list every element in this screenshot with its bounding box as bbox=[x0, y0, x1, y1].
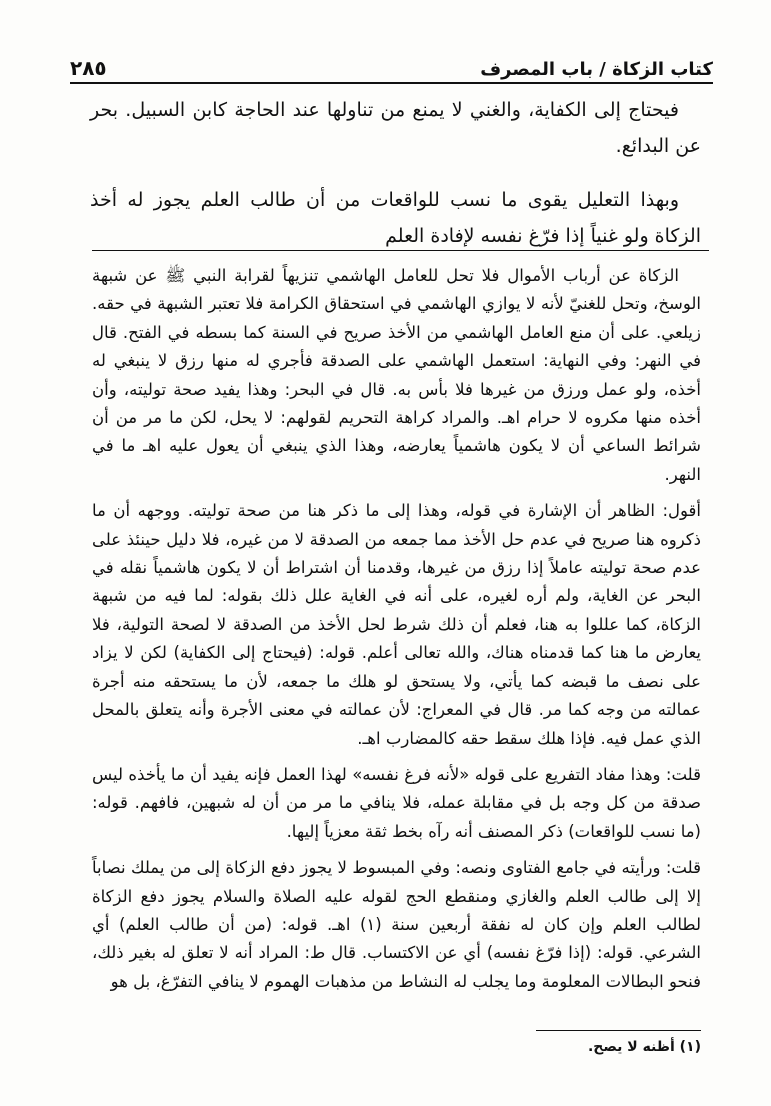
commentary-paragraph: قلت: وهذا مفاد التفريع على قوله «لأنه فرغ نفسه» لهذا العمل فإنه يفيد أن ما يأخذه ليس صدقة من كل وجه بل في مقابلة عمله، فلا ينافي ما مر من أن له شبهين، فافهم. قوله: (ما نسب للواقعات) ذكر المصنف أنه رآه بخط ثقة معزياً إليها. bbox=[92, 764, 701, 841]
page-number: ٢٨٥ bbox=[70, 56, 107, 80]
main-paragraph: وبهذا التعليل يقوى ما نسب للواقعات من أن طالب العلم يجوز له أخذ الزكاة ولو غنياً إذا فرّغ نفسه لإفادة العلم bbox=[90, 189, 701, 247]
commentary-paragraph: قلت: ورأيته في جامع الفتاوى ونصه: وفي المبسوط لا يجوز دفع الزكاة إلى من يملك نصاباً إلا إلى طالب العلم والغازي ومنقطع الحج لقوله عليه الصلاة والسلام يجوز دفع الزكاة لطالب العلم وإن كان له نفقة أربعين سنة (١) اهـ. قوله: (من أن طالب العلم) أي الشرعي. قوله: (إذا فرّغ نفسه) أي عن الاكتساب. قال ط: المراد أنه لا تعلق له بغير ذلك، فنحو البطالات المعلومة وما يجلب له النشاط من مذهبات الهموم لا ينافي التفرّغ، بل هو bbox=[92, 858, 701, 991]
commentary-text bbox=[92, 262, 701, 1004]
main-paragraph: فيحتاج إلى الكفاية، والغني لا يمنع من تناولها عند الحاجة كابن السبيل. بحر عن البدائع. bbox=[90, 99, 701, 157]
running-head: كتاب الزكاة / باب المصرف bbox=[480, 59, 713, 80]
main-text bbox=[90, 92, 701, 272]
footnote-rule bbox=[536, 1030, 701, 1031]
separator-rule bbox=[92, 250, 709, 251]
page-header bbox=[70, 52, 713, 84]
commentary-paragraph: أقول: الظاهر أن الإشارة في قوله، وهذا إلى ما ذكر هنا من صحة توليته. ووجهه أن ما ذكروه هنا صريح في عدم حل الأخذ مما جمعه من الصدقة لا من غيره، فلا دليل حينئذ على عدم صحة توليته عاملاً إذا رزق من غيرها، وقدمنا أن اشتراط أن لا يكون هاشمياً نقله في البحر عن الغاية، ولم أره لغيره، على أنه في الغاية علل ذلك بقوله: لما فيه من شبهة الزكاة، كما عللوا به هنا، فعلم أن ذلك شرط لحل الأخذ من الصدقة لا لصحة التولية، فلا يعارض ما هنا كما قدمناه هناك، والله تعالى أعلم. قوله: (فيحتاج إلى الكفاية) لكن لا يزاد على نصف ما قبضه كما يأتي، ولا يستحق لو هلك ما جمعه، لأن ما يستحقه منه أجرة عمالته من وجه كما مر. قال في المعراج: لأن عمالته في معنى الأجرة وأنه يتعلق بالمحل الذي عمل فيه. فإذا هلك سقط حقه كالمضارب اهـ. bbox=[92, 501, 701, 748]
commentary-paragraph: الزكاة عن أرباب الأموال فلا تحل للعامل الهاشمي تنزيهاً لقرابة النبي ﷺ عن شبهة الوسخ، وتحل للغنيّ لأنه لا يوازي الهاشمي في استحقاق الكرامة فلا تعتبر الشبهة في حقه. زيلعي. على أن منع العامل الهاشمي من الأخذ صريح في السنة كما بسطه في الفتح. قال في النهر: وفي النهاية: استعمل الهاشمي على الصدقة فأجري له منها رزق لا ينبغي له أخذه، ولو عمل ورزق من غيرها فلا بأس به. قال في البحر: وهذا يفيد صحة توليته، وأن أخذه منها مكروه لا حرام اهـ. والمراد كراهة التحريم لقولهم: لا يحل، لكن ما مر من أن شرائط الساعي أن لا يكون هاشمياً يعارضه، وهذا الذي ينبغي أن يعول عليه اهـ ما في النهر. bbox=[92, 266, 701, 484]
footnote: (١) أظنه لا يصح. bbox=[587, 1039, 701, 1055]
